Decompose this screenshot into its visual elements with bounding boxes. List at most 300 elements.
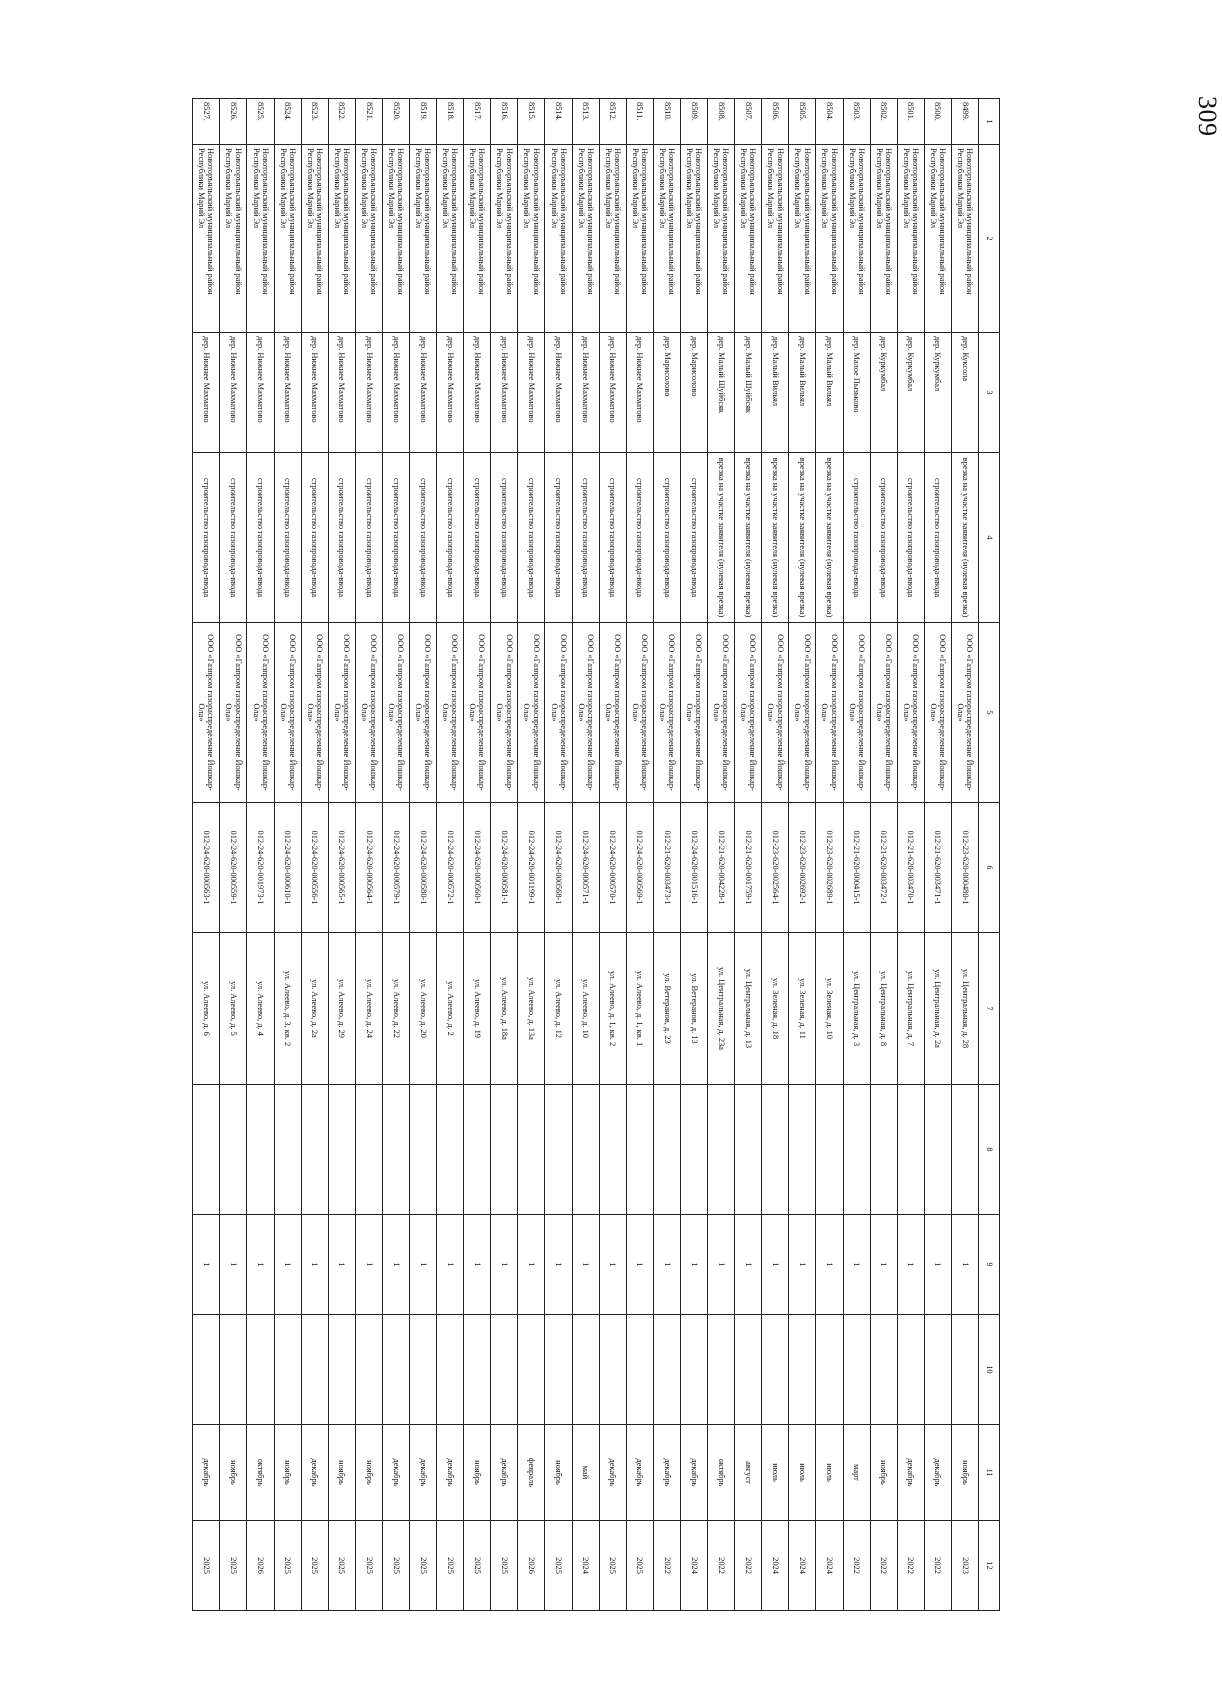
cell-work-type: врезка на участке заявителя (нулевая врезка)	[951, 453, 978, 623]
cell-col-8	[328, 1085, 355, 1215]
cell-quantity: 1	[572, 1215, 599, 1315]
table-row	[193, 99, 220, 1611]
cell-row-number: 8509.	[680, 99, 707, 145]
cell-col-10	[708, 1315, 735, 1425]
cell-month: декабрь	[599, 1425, 626, 1521]
cell-address: ул. Алеево, д. 1, кв. 2	[599, 933, 626, 1085]
cell-district: Новоторъяльский муниципальный район Республики Марий Эл	[193, 145, 220, 333]
cell-address: ул. Алеево, д. 3, кв. 2	[274, 933, 301, 1085]
cell-month: март	[843, 1425, 870, 1521]
cell-quantity: 1	[464, 1215, 491, 1315]
cell-year: 2025	[491, 1521, 518, 1611]
table-row	[735, 99, 762, 1611]
cell-district: Новоторъяльский муниципальный район Республики Марий Эл	[924, 145, 951, 333]
cell-col-10	[789, 1315, 816, 1425]
cell-application-number: 012-21-620-001759-1	[735, 803, 762, 933]
table-row	[924, 99, 951, 1611]
header-col-2: 2	[979, 145, 1000, 333]
cell-operator: ООО «Газпром газораспределение Йошкар-Ола»	[789, 623, 816, 803]
cell-operator: ООО «Газпром газораспределение Йошкар-Ола»	[843, 623, 870, 803]
cell-address: ул. Ветеранов, д. 23	[653, 933, 680, 1085]
cell-address: ул. Зеленая, д. 11	[789, 933, 816, 1085]
cell-col-8	[518, 1085, 545, 1215]
cell-month: декабрь	[491, 1425, 518, 1521]
cell-col-8	[708, 1085, 735, 1215]
cell-address: ул. Алеево, д. 5	[220, 933, 247, 1085]
cell-address: ул. Алеево, д. 4	[247, 933, 274, 1085]
cell-year: 2025	[464, 1521, 491, 1611]
cell-application-number: 012-24-620-000563-1	[193, 803, 220, 933]
cell-work-type: строительство газопровода-ввода	[599, 453, 626, 623]
cell-col-10	[328, 1315, 355, 1425]
gasification-registry-table	[192, 98, 1000, 1611]
table-row	[870, 99, 897, 1611]
cell-operator: ООО «Газпром газораспределение Йошкар-Ола»	[626, 623, 653, 803]
cell-col-8	[247, 1085, 274, 1215]
cell-application-number: 012-24-620-001199-1	[518, 803, 545, 933]
cell-col-8	[653, 1085, 680, 1215]
cell-month: февраль	[518, 1425, 545, 1521]
cell-work-type: врезка на участке заявителя (нулевая врезка)	[789, 453, 816, 623]
table-row	[274, 99, 301, 1611]
cell-quantity: 1	[735, 1215, 762, 1315]
cell-operator: ООО «Газпром газораспределение Йошкар-Ола»	[599, 623, 626, 803]
cell-quantity: 1	[437, 1215, 464, 1315]
cell-work-type: строительство газопровода-ввода	[626, 453, 653, 623]
cell-locality: дер. Нижнее Махматово	[355, 333, 382, 453]
cell-row-number: 8512.	[599, 99, 626, 145]
cell-address: ул. Алеево, д. 20	[410, 933, 437, 1085]
cell-locality: дер. Малый Вильял	[816, 333, 843, 453]
cell-district: Новоторъяльский муниципальный район Республики Марий Эл	[437, 145, 464, 333]
cell-row-number: 8506.	[762, 99, 789, 145]
cell-operator: ООО «Газпром газораспределение Йошкар-Ола»	[410, 623, 437, 803]
cell-locality: дер. Малый Шуйбсяк	[708, 333, 735, 453]
cell-quantity: 1	[708, 1215, 735, 1315]
cell-work-type: строительство газопровода-ввода	[382, 453, 409, 623]
cell-operator: ООО «Газпром газораспределение Йошкар-Ола»	[897, 623, 924, 803]
cell-col-10	[924, 1315, 951, 1425]
cell-operator: ООО «Газпром газораспределение Йошкар-Ола»	[735, 623, 762, 803]
cell-col-10	[843, 1315, 870, 1425]
cell-year: 2025	[193, 1521, 220, 1611]
cell-work-type: строительство газопровода-ввода	[410, 453, 437, 623]
cell-district: Новоторъяльский муниципальный район Республики Марий Эл	[355, 145, 382, 333]
cell-year: 2022	[843, 1521, 870, 1611]
cell-operator: ООО «Газпром газораспределение Йошкар-Ола»	[193, 623, 220, 803]
cell-district: Новоторъяльский муниципальный район Республики Марий Эл	[301, 145, 328, 333]
cell-month: декабрь	[680, 1425, 707, 1521]
cell-work-type: строительство газопровода-ввода	[897, 453, 924, 623]
cell-application-number: 012-21-620-003473-1	[653, 803, 680, 933]
cell-year: 2025	[274, 1521, 301, 1611]
cell-address: ул. Алеево, д. 18а	[491, 933, 518, 1085]
cell-quantity: 1	[301, 1215, 328, 1315]
cell-col-10	[437, 1315, 464, 1425]
cell-quantity: 1	[518, 1215, 545, 1315]
cell-col-8	[437, 1085, 464, 1215]
cell-work-type: строительство газопровода-ввода	[545, 453, 572, 623]
cell-row-number: 8519.	[410, 99, 437, 145]
cell-address: ул. Алеево, д. 29	[328, 933, 355, 1085]
cell-col-8	[599, 1085, 626, 1215]
cell-work-type: врезка на участке заявителя (нулевая врезка)	[708, 453, 735, 623]
cell-locality: дер. Нижнее Махматово	[247, 333, 274, 453]
table-row	[843, 99, 870, 1611]
cell-year: 2026	[518, 1521, 545, 1611]
cell-col-10	[220, 1315, 247, 1425]
cell-operator: ООО «Газпром газораспределение Йошкар-Ола»	[762, 623, 789, 803]
cell-month: декабрь	[653, 1425, 680, 1521]
cell-col-8	[897, 1085, 924, 1215]
cell-quantity: 1	[653, 1215, 680, 1315]
cell-district: Новоторъяльский муниципальный район Республики Марий Эл	[680, 145, 707, 333]
cell-operator: ООО «Газпром газораспределение Йошкар-Ола»	[572, 623, 599, 803]
cell-row-number: 8514.	[545, 99, 572, 145]
cell-district: Новоторъяльский муниципальный район Республики Марий Эл	[870, 145, 897, 333]
cell-col-10	[464, 1315, 491, 1425]
cell-quantity: 1	[382, 1215, 409, 1315]
cell-row-number: 8520.	[382, 99, 409, 145]
cell-year: 2022	[897, 1521, 924, 1611]
cell-district: Новоторъяльский муниципальный район Республики Марий Эл	[491, 145, 518, 333]
cell-operator: ООО «Газпром газораспределение Йошкар-Ола»	[545, 623, 572, 803]
cell-work-type: строительство газопровода-ввода	[572, 453, 599, 623]
rotated-table-container	[192, 98, 1000, 1610]
cell-district: Новоторъяльский муниципальный район Республики Марий Эл	[382, 145, 409, 333]
cell-application-number: 012-24-620-000581-1	[491, 803, 518, 933]
cell-work-type: строительство газопровода-ввода	[193, 453, 220, 623]
cell-month: декабрь	[410, 1425, 437, 1521]
cell-operator: ООО «Газпром газораспределение Йошкар-Ола»	[951, 623, 978, 803]
cell-row-number: 8507.	[735, 99, 762, 145]
cell-locality: дер. Малый Вильял	[789, 333, 816, 453]
cell-address: ул. Алеево, д. 1, кв. 1	[626, 933, 653, 1085]
cell-work-type: строительство газопровода-ввода	[355, 453, 382, 623]
cell-year: 2022	[870, 1521, 897, 1611]
cell-work-type: врезка на участке заявителя (нулевая врезка)	[816, 453, 843, 623]
cell-col-8	[301, 1085, 328, 1215]
cell-district: Новоторъяльский муниципальный район Республики Марий Эл	[762, 145, 789, 333]
cell-work-type: строительство газопровода-ввода	[653, 453, 680, 623]
cell-work-type: строительство газопровода-ввода	[680, 453, 707, 623]
cell-month: ноябрь	[951, 1425, 978, 1521]
cell-address: ул. Центральная, д. 3	[843, 933, 870, 1085]
cell-address: ул. Центральная, д. 2а	[924, 933, 951, 1085]
cell-col-8	[545, 1085, 572, 1215]
table-row	[464, 99, 491, 1611]
table-row	[708, 99, 735, 1611]
cell-application-number: 012-24-620-000565-1	[328, 803, 355, 933]
cell-col-10	[626, 1315, 653, 1425]
cell-col-10	[816, 1315, 843, 1425]
table-row	[816, 99, 843, 1611]
cell-quantity: 1	[680, 1215, 707, 1315]
cell-quantity: 1	[789, 1215, 816, 1315]
cell-locality: дер. Нижнее Махматово	[626, 333, 653, 453]
cell-application-number: 012-24-620-001516-1	[680, 803, 707, 933]
cell-application-number: 012-24-620-000580-1	[410, 803, 437, 933]
cell-district: Новоторъяльский муниципальный район Республики Марий Эл	[572, 145, 599, 333]
cell-address: ул. Зеленая, д. 10	[816, 933, 843, 1085]
cell-year: 2022	[708, 1521, 735, 1611]
header-col-6: 6	[979, 803, 1000, 933]
cell-col-8	[789, 1085, 816, 1215]
cell-quantity: 1	[951, 1215, 978, 1315]
cell-locality: дер. Нижнее Махматово	[193, 333, 220, 453]
cell-col-10	[897, 1315, 924, 1425]
cell-row-number: 8508.	[708, 99, 735, 145]
cell-quantity: 1	[924, 1215, 951, 1315]
cell-work-type: строительство газопровода-ввода	[301, 453, 328, 623]
cell-application-number: 012-23-620-002689-1	[816, 803, 843, 933]
table-row	[355, 99, 382, 1611]
cell-month: декабрь	[924, 1425, 951, 1521]
cell-col-10	[247, 1315, 274, 1425]
table-row	[247, 99, 274, 1611]
cell-col-10	[518, 1315, 545, 1425]
cell-application-number: 012-24-620-000556-1	[301, 803, 328, 933]
cell-application-number: 012-21-620-000415-1	[843, 803, 870, 933]
cell-month: август	[735, 1425, 762, 1521]
cell-operator: ООО «Газпром газораспределение Йошкар-Ола»	[924, 623, 951, 803]
cell-month: июль	[816, 1425, 843, 1521]
table-row	[599, 99, 626, 1611]
cell-year: 2022	[735, 1521, 762, 1611]
cell-application-number: 012-21-620-003470-1	[897, 803, 924, 933]
cell-month: июль	[762, 1425, 789, 1521]
cell-col-10	[382, 1315, 409, 1425]
cell-work-type: строительство газопровода-ввода	[464, 453, 491, 623]
cell-year: 2025	[599, 1521, 626, 1611]
cell-address: ул. Центральная, д. 8	[870, 933, 897, 1085]
table-row	[518, 99, 545, 1611]
cell-application-number: 012-24-620-001973-1	[247, 803, 274, 933]
cell-operator: ООО «Газпром газораспределение Йошкар-Ола»	[437, 623, 464, 803]
cell-col-8	[924, 1085, 951, 1215]
header-col-12: 12	[979, 1521, 1000, 1611]
cell-month: декабрь	[437, 1425, 464, 1521]
table-row	[762, 99, 789, 1611]
cell-col-10	[870, 1315, 897, 1425]
cell-locality: дер. Нижнее Махматово	[410, 333, 437, 453]
cell-district: Новоторъяльский муниципальный район Республики Марий Эл	[274, 145, 301, 333]
table-row	[789, 99, 816, 1611]
cell-locality: дер. Нижнее Махматово	[274, 333, 301, 453]
cell-application-number: 012-24-620-000569-1	[626, 803, 653, 933]
cell-col-8	[193, 1085, 220, 1215]
cell-quantity: 1	[626, 1215, 653, 1315]
cell-month: ноябрь	[328, 1425, 355, 1521]
table-row	[545, 99, 572, 1611]
cell-locality: дер. Нижнее Махматово	[491, 333, 518, 453]
cell-row-number: 8516.	[491, 99, 518, 145]
cell-work-type: строительство газопровода-ввода	[491, 453, 518, 623]
cell-address: ул. Центральная, д. 23а	[708, 933, 735, 1085]
cell-work-type: врезка на участке заявителя (нулевая врезка)	[735, 453, 762, 623]
cell-work-type: строительство газопровода-ввода	[220, 453, 247, 623]
cell-application-number: 012-24-620-000579-1	[382, 803, 409, 933]
cell-col-10	[274, 1315, 301, 1425]
cell-work-type: строительство газопровода-ввода	[924, 453, 951, 623]
cell-col-8	[491, 1085, 518, 1215]
cell-col-8	[735, 1085, 762, 1215]
cell-month: май	[572, 1425, 599, 1521]
cell-operator: ООО «Газпром газораспределение Йошкар-Ола»	[491, 623, 518, 803]
cell-row-number: 8505.	[789, 99, 816, 145]
cell-row-number: 8513.	[572, 99, 599, 145]
cell-locality: дер. Нижнее Махматово	[572, 333, 599, 453]
cell-col-8	[951, 1085, 978, 1215]
cell-address: ул. Зеленая, д. 18	[762, 933, 789, 1085]
cell-district: Новоторъяльский муниципальный район Республики Марий Эл	[951, 145, 978, 333]
cell-row-number: 8504.	[816, 99, 843, 145]
cell-locality: дер. Куркумбал	[870, 333, 897, 453]
cell-month: ноябрь	[464, 1425, 491, 1521]
cell-locality: дер. Нижнее Махматово	[518, 333, 545, 453]
cell-operator: ООО «Газпром газораспределение Йошкар-Ола»	[464, 623, 491, 803]
cell-locality: дер. Куксола	[951, 333, 978, 453]
cell-work-type: строительство газопровода-ввода	[843, 453, 870, 623]
table-row	[491, 99, 518, 1611]
cell-quantity: 1	[843, 1215, 870, 1315]
cell-work-type: строительство газопровода-ввода	[437, 453, 464, 623]
cell-operator: ООО «Газпром газораспределение Йошкар-Ола»	[870, 623, 897, 803]
cell-quantity: 1	[762, 1215, 789, 1315]
cell-quantity: 1	[897, 1215, 924, 1315]
cell-row-number: 8510.	[653, 99, 680, 145]
column-number-row	[979, 99, 1000, 1611]
cell-month: ноябрь	[545, 1425, 572, 1521]
cell-operator: ООО «Газпром газораспределение Йошкар-Ола»	[274, 623, 301, 803]
cell-district: Новоторъяльский муниципальный район Республики Марий Эл	[247, 145, 274, 333]
cell-month: декабрь	[301, 1425, 328, 1521]
cell-locality: дер. Нижнее Махматово	[464, 333, 491, 453]
cell-quantity: 1	[491, 1215, 518, 1315]
cell-application-number: 012-24-620-000568-1	[545, 803, 572, 933]
cell-operator: ООО «Газпром газораспределение Йошкар-Ола»	[382, 623, 409, 803]
cell-address: ул. Ветеранов, д. 13	[680, 933, 707, 1085]
header-col-8: 8	[979, 1085, 1000, 1215]
cell-year: 2024	[816, 1521, 843, 1611]
cell-col-8	[382, 1085, 409, 1215]
cell-year: 2025	[545, 1521, 572, 1611]
cell-month: октябрь	[708, 1425, 735, 1521]
cell-operator: ООО «Газпром газораспределение Йошкар-Ола»	[301, 623, 328, 803]
header-col-5: 5	[979, 623, 1000, 803]
table-row	[301, 99, 328, 1611]
cell-quantity: 1	[870, 1215, 897, 1315]
cell-row-number: 8500.	[924, 99, 951, 145]
cell-quantity: 1	[410, 1215, 437, 1315]
cell-col-10	[301, 1315, 328, 1425]
cell-month: декабрь	[626, 1425, 653, 1521]
cell-locality: дер. Марисолово	[653, 333, 680, 453]
cell-district: Новоторъяльский муниципальный район Республики Марий Эл	[410, 145, 437, 333]
cell-month: декабрь	[897, 1425, 924, 1521]
cell-month: ноябрь	[355, 1425, 382, 1521]
cell-district: Новоторъяльский муниципальный район Республики Марий Эл	[789, 145, 816, 333]
cell-application-number: 012-23-620-002692-1	[789, 803, 816, 933]
cell-row-number: 8525.	[247, 99, 274, 145]
table-row	[680, 99, 707, 1611]
cell-row-number: 8521.	[355, 99, 382, 145]
cell-district: Новоторъяльский муниципальный район Республики Марий Эл	[464, 145, 491, 333]
cell-application-number: 012-24-620-000564-1	[355, 803, 382, 933]
cell-row-number: 8503.	[843, 99, 870, 145]
cell-col-8	[220, 1085, 247, 1215]
cell-address: ул. Центральная, д. 28	[951, 933, 978, 1085]
cell-application-number: 012-21-620-003472-1	[870, 803, 897, 933]
cell-col-10	[951, 1315, 978, 1425]
cell-quantity: 1	[220, 1215, 247, 1315]
cell-application-number: 012-21-620-004228-1	[708, 803, 735, 933]
cell-district: Новоторъяльский муниципальный район Республики Марий Эл	[735, 145, 762, 333]
table-row	[410, 99, 437, 1611]
cell-address: ул. Алеево, д. 12	[545, 933, 572, 1085]
cell-locality: дер. Куркумбал	[924, 333, 951, 453]
cell-year: 2022	[924, 1521, 951, 1611]
cell-row-number: 8527.	[193, 99, 220, 145]
cell-col-10	[491, 1315, 518, 1425]
cell-year: 2026	[247, 1521, 274, 1611]
cell-year: 2025	[382, 1521, 409, 1611]
cell-month: ноябрь	[274, 1425, 301, 1521]
cell-year: 2025	[410, 1521, 437, 1611]
cell-month: ноябрь	[870, 1425, 897, 1521]
cell-col-10	[680, 1315, 707, 1425]
cell-locality: дер. Нижнее Махматово	[301, 333, 328, 453]
cell-col-8	[464, 1085, 491, 1215]
cell-district: Новоторъяльский муниципальный район Республики Марий Эл	[653, 145, 680, 333]
cell-application-number: 012-23-620-002564-1	[762, 803, 789, 933]
cell-year: 2025	[437, 1521, 464, 1611]
cell-col-8	[410, 1085, 437, 1215]
cell-locality: дер. Куркумбал	[897, 333, 924, 453]
table-row	[626, 99, 653, 1611]
cell-work-type: врезка на участке заявителя (нулевая врезка)	[762, 453, 789, 623]
cell-row-number: 8501.	[897, 99, 924, 145]
cell-locality: дер. Нижнее Махматово	[382, 333, 409, 453]
cell-col-8	[816, 1085, 843, 1215]
cell-application-number: 012-23-620-000480-1	[951, 803, 978, 933]
cell-year: 2025	[220, 1521, 247, 1611]
cell-district: Новоторъяльский муниципальный район Республики Марий Эл	[708, 145, 735, 333]
header-col-9: 9	[979, 1215, 1000, 1315]
cell-year: 2025	[355, 1521, 382, 1611]
cell-work-type: строительство газопровода-ввода	[328, 453, 355, 623]
cell-application-number: 012-24-620-000559-1	[220, 803, 247, 933]
cell-col-10	[355, 1315, 382, 1425]
cell-quantity: 1	[193, 1215, 220, 1315]
cell-address: ул. Центральная, д. 7	[897, 933, 924, 1085]
cell-year: 2025	[328, 1521, 355, 1611]
cell-row-number: 8499.	[951, 99, 978, 145]
cell-address: ул. Алеево, д. 19	[464, 933, 491, 1085]
cell-col-8	[274, 1085, 301, 1215]
cell-quantity: 1	[355, 1215, 382, 1315]
cell-col-8	[680, 1085, 707, 1215]
cell-district: Новоторъяльский муниципальный район Республики Марий Эл	[220, 145, 247, 333]
cell-locality: дер. Малый Шуйбсяк	[735, 333, 762, 453]
header-col-10: 10	[979, 1315, 1000, 1425]
cell-operator: ООО «Газпром газораспределение Йошкар-Ола»	[708, 623, 735, 803]
cell-row-number: 8523.	[301, 99, 328, 145]
cell-work-type: строительство газопровода-ввода	[870, 453, 897, 623]
cell-month: октябрь	[247, 1425, 274, 1521]
cell-row-number: 8511.	[626, 99, 653, 145]
cell-address: ул. Центральная, д. 13	[735, 933, 762, 1085]
